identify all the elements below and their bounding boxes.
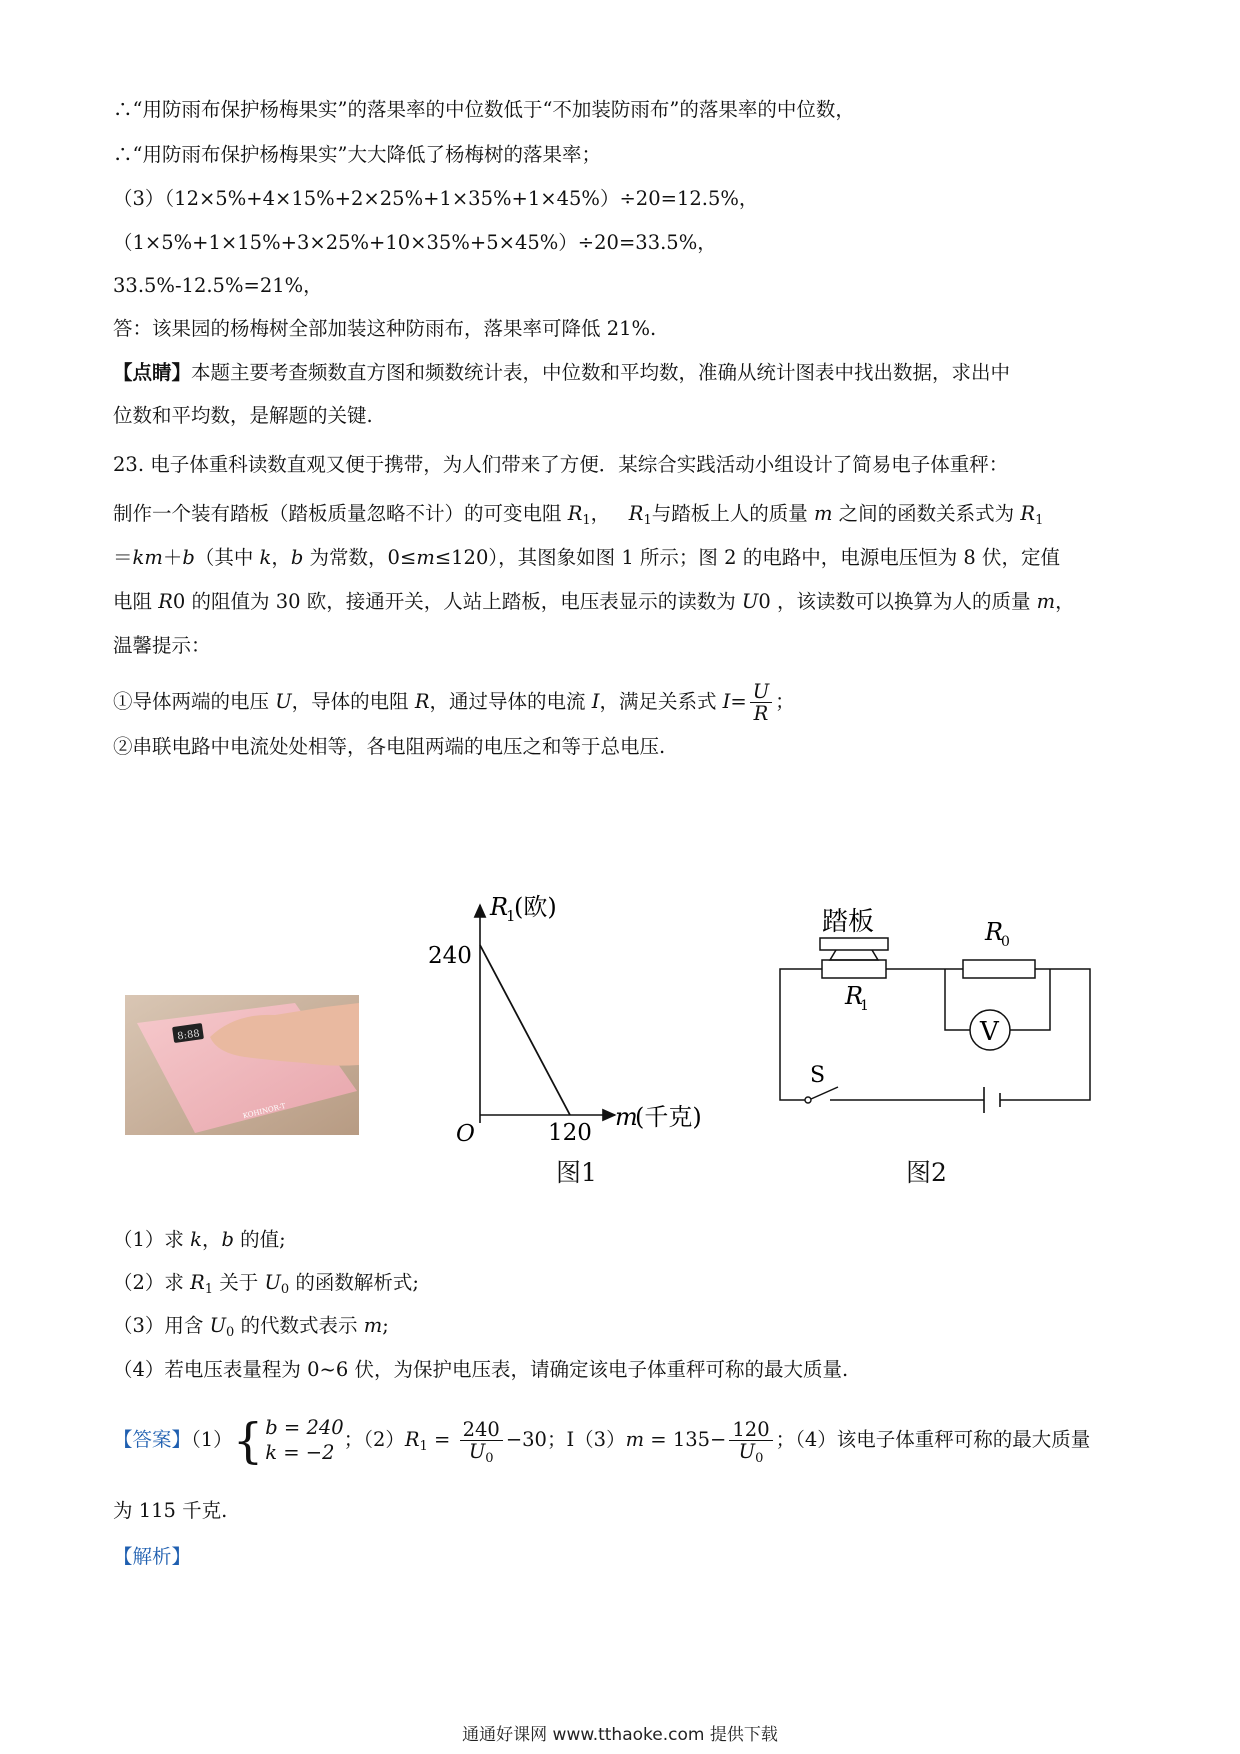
r0-label: R [985,918,1004,946]
x-tick-label: 120 [548,1120,592,1146]
text-line: ＝km＋b（其中 k，b 为常数，0≤m≤120），其图象如图 1 所示；图 2 的电路中，电源电压恒为 8 伏，定值 [113,546,1061,569]
scale-brand: KOHINOR-T [242,1101,287,1121]
r0-resistor [963,960,1035,978]
answer-label: 【答案】 [113,1428,192,1451]
subquestion-3: （3）用含 $U_0$ 的代数式表示 m; [113,1314,389,1340]
y-tick-label: 240 [428,943,472,969]
switch-label: S [810,1063,826,1088]
y-axis-label-unit: (欧) [514,893,557,921]
dianjing-line [113,358,1140,388]
r1-label: R [845,982,864,1010]
tip-line-2: ②串联电路中电流处处相等，各电阻两端的电压之和等于总电压. [113,735,666,758]
figure-2-circuit [770,890,1100,1130]
r0-label-sub: 0 [1001,934,1010,950]
pedal-label: 踏板 [822,907,875,937]
text-line: 温馨提示： [113,634,211,657]
x-axis-label-unit: (千克) [635,1103,702,1131]
origin-label: O [456,1121,475,1147]
function-line [480,945,570,1115]
subquestion-4: （4）若电压表量程为 0~6 伏，为保护电压表，请确定该电子体重秤可称的最大质量. [113,1358,849,1381]
x-axis-label: m [615,1103,638,1131]
brace: { [232,1412,264,1469]
fraction-u-over-r: $\frac{U}{R}$ [750,681,772,725]
footer: 通通好课网 www.tthaoke.com 提供下载 [462,1725,778,1745]
figure-1-caption: 图1 [556,1158,597,1187]
answer-system: b = 240 k = −2 [265,1416,344,1464]
figure-2-caption: 图2 [906,1158,947,1187]
text-line: 制作一个装有踏板（踏板质量忽略不计）的可变电阻 $R_1$， $R_1$与踏板上人的质量 m 之间的函数关系式为 $R_1$ [113,502,1044,528]
tip-line-1: ①导体两端的电压 U，导体的电阻 R，通过导体的电流 I，满足关系式 I= $\frac{U}{R}$ ； [113,679,795,725]
pedal [820,938,888,950]
answer-line: 【答案】（1）{ b = 240 k = −2 ；$(2)R_1$ = $\frac{240}{U_0}$ −30；I（3）m = 135− $\frac{120}{U_0}$ ；（4）该电子体重秤可称的最大质量 [113,1412,1091,1469]
y-axis-label-sub: 1 [506,907,516,925]
subquestion-2: （2）求 $R_1$ 关于 $U_0$ 的函数解析式; [113,1271,419,1297]
scale-display-text: 8:88 [176,1028,201,1043]
dianjing-label: 【点睛】 [113,361,192,384]
text-line: 33.5%-12.5%=21%， [113,274,323,297]
subquestion-1: （1）求 k，b 的值; [113,1228,286,1251]
fraction-120-over-u0: $\frac{120}{U_0}$ [729,1419,772,1463]
switch-lever [811,1087,838,1099]
text-line: 答：该果园的杨梅树全部加装这种防雨布，落果率可降低 21%. [113,317,657,340]
scale-photo [125,995,359,1135]
text-line: （1×5%+1×15%+3×25%+10×35%+5×45%）÷20=33.5%， [113,231,717,254]
y-axis-label: R [490,893,509,921]
text-line: ∴“用防雨布保护杨梅果实”大大降低了杨梅树的落果率； [113,143,601,166]
r1-label-sub: 1 [860,998,869,1014]
text-line: 位数和平均数，是解题的关键. [113,404,373,427]
question-title: 23. 电子体重科读数直观又便于携带，为人们带来了方便．某综合实践活动小组设计了简易电子体重秤： [113,453,1009,476]
text-line: （3）（12×5%+4×15%+2×25%+1×35%+1×45%）÷20=12.5%， [113,187,759,210]
voltmeter-label: V [980,1017,999,1047]
text-line: ∴“用防雨布保护杨梅果实”的落果率的中位数低于“不加装防雨布”的落果率的中位数， [113,98,855,121]
pedal-stand [830,950,878,960]
jiexi-label: 【解析】 [113,1545,192,1568]
wire [780,969,1090,1100]
text-line: 电阻 R0 的阻值为 30 欧，接通开关，人站上踏板，电压表显示的读数为 U0 ，该读数可以换算为人的质量 m， [113,590,1075,613]
figure-1-graph [420,885,740,1147]
answer-line-2: 为 115 千克. [113,1499,228,1522]
fraction-240-over-u0: $\frac{240}{U_0}$ [460,1419,503,1463]
r1-resistor [822,960,886,978]
switch-contact [805,1097,811,1103]
dianjing-text: 本题主要考查频数直方图和频数统计表，中位数和平均数，准确从统计图表中找出数据，求出中 [191,361,1011,384]
